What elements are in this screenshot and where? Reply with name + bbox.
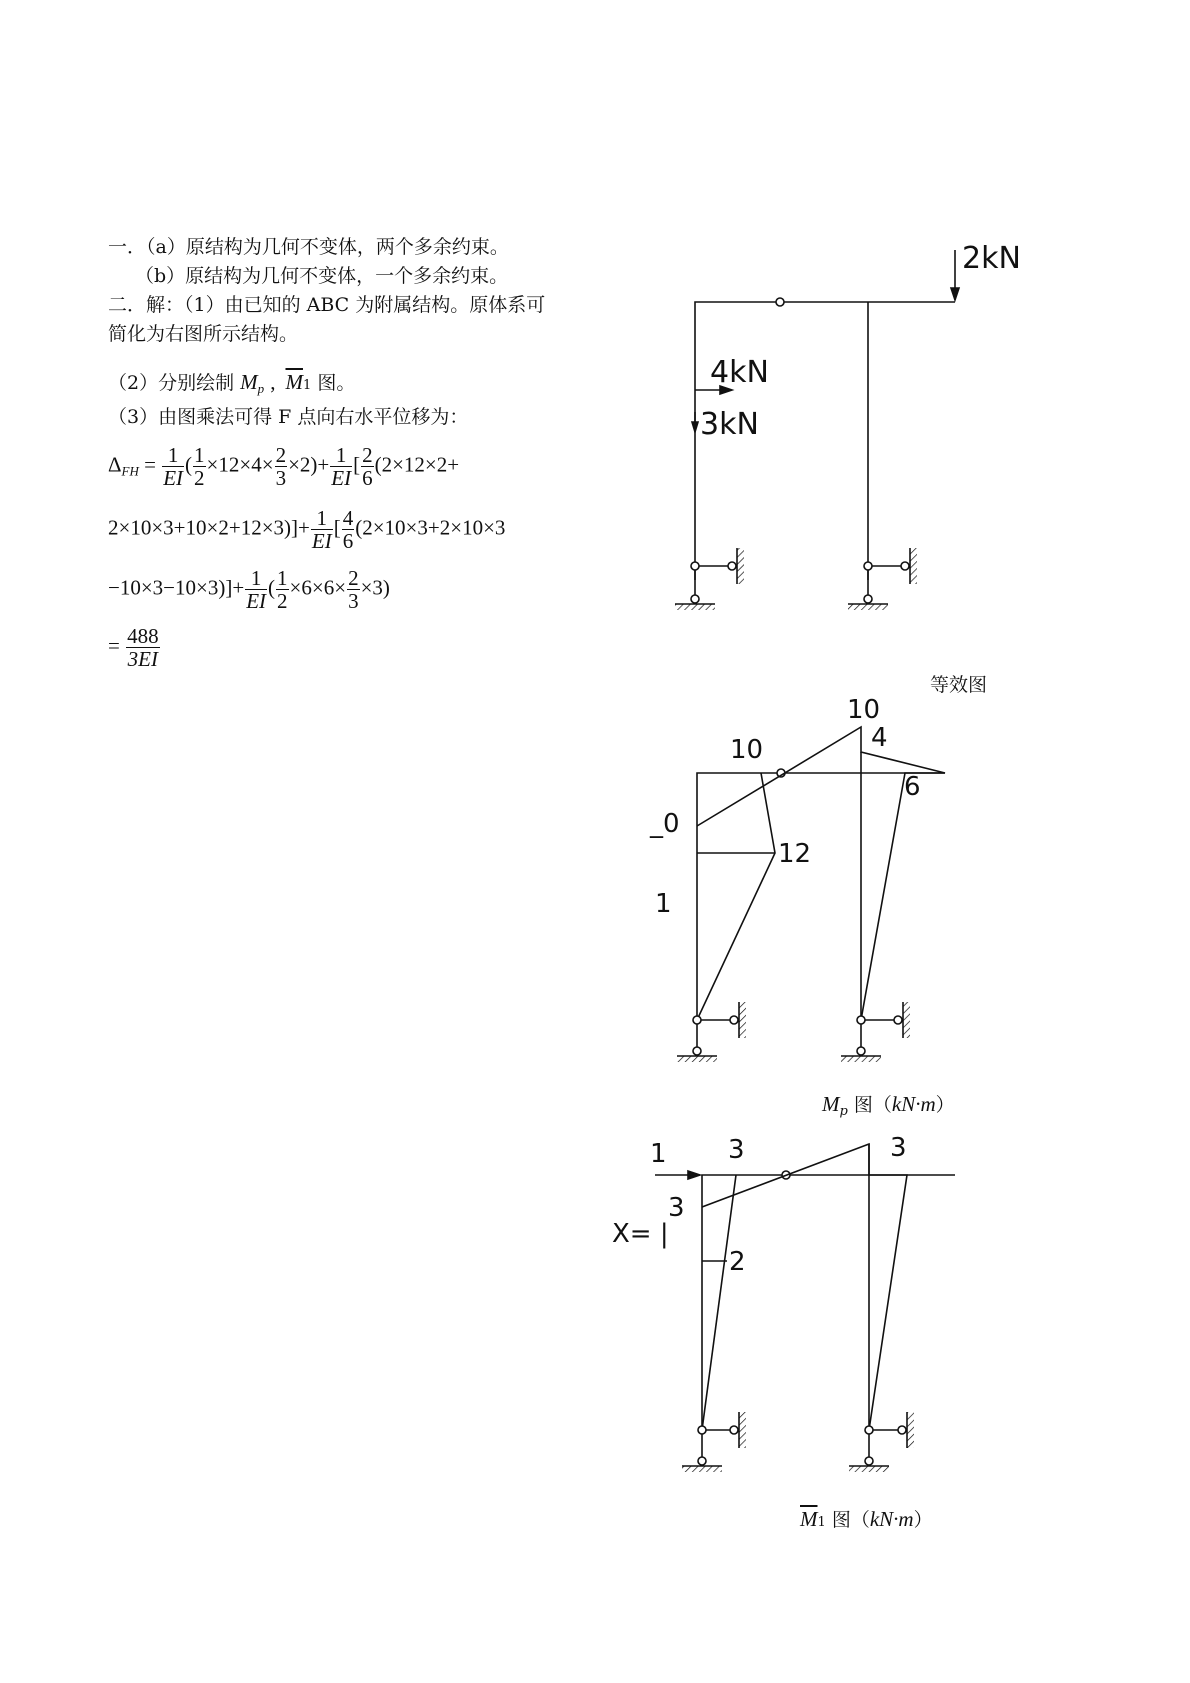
moment-line <box>702 1144 907 1430</box>
left-support <box>675 548 744 610</box>
caption-equivalent: 等效图 <box>930 674 988 696</box>
formula-text: −10×3−10×3)]+ <box>108 575 245 600</box>
line-1: 一．（a）原结构为几何不变体，两个多余约束。 <box>108 236 509 258</box>
mp-separator: , <box>270 370 276 394</box>
frac-1-ei: $\frac{1}{EI}$ <box>331 443 352 491</box>
m1-label: 3 <box>668 1193 685 1223</box>
hinge <box>776 298 784 306</box>
frame <box>697 773 945 1020</box>
mp-label: _0 <box>650 809 680 839</box>
load-label-4kn: 4kN <box>710 355 769 390</box>
frac-result: $\frac{488}{3EI}$ <box>127 624 159 672</box>
formula-text: ( <box>185 452 193 477</box>
arrow-head <box>688 1171 700 1179</box>
mp-label: 12 <box>778 839 812 869</box>
line-5-prefix: （2）分别绘制 <box>108 372 235 394</box>
left-support <box>677 1002 746 1062</box>
caption-m1: $\overline{M}1$ 图（kN·m） <box>800 1507 933 1531</box>
formula-text: ×12×4× <box>206 452 274 477</box>
frac-two-thirds: $\frac{2}{3}$ <box>348 566 359 614</box>
left-support <box>682 1412 746 1472</box>
right-support <box>848 548 917 610</box>
m1-label: 3 <box>728 1135 745 1165</box>
arrow-head <box>951 288 959 300</box>
arrow-head <box>692 422 698 432</box>
m1-label: X= | <box>612 1219 669 1249</box>
line-6: （3）由图乘法可得 F 点向右水平位移为： <box>108 406 469 428</box>
frac-1-ei: $\frac{1}{EI}$ <box>246 566 267 614</box>
frac-four-sixths: $\frac{4}{6}$ <box>342 506 354 554</box>
line-5-suffix: 图。 <box>317 372 356 394</box>
formula-text: (2×10×3+2×10×3 <box>355 515 506 540</box>
formula-text: ×3) <box>360 575 390 600</box>
frac-two-sixths: $\frac{2}{6}$ <box>362 443 373 491</box>
line-2: （b）原结构为几何不变体，一个多余约束。 <box>135 265 509 287</box>
frac-half: $\frac{1}{2}$ <box>194 443 205 491</box>
right-support <box>849 1412 914 1472</box>
formula-text: [ <box>353 452 361 477</box>
frac-1-ei: $\frac{1}{EI}$ <box>311 506 332 554</box>
frac-1-ei: $\frac{1}{EI}$ <box>163 443 184 491</box>
frac-half: $\frac{1}{2}$ <box>277 566 288 614</box>
formula-text: 2×10×3+10×2+12×3)]+ <box>108 515 310 540</box>
mp-label: 10 <box>847 695 881 725</box>
line-3: 二．解：（1）由已知的 ABC 为附属结构。原体系可 <box>108 294 546 316</box>
equals-sign: = <box>108 633 120 658</box>
mp-symbol: $M_p$ <box>240 370 265 396</box>
delta-symbol: Δ <box>108 452 122 477</box>
equals-sign: = <box>144 452 156 477</box>
mp-label: 4 <box>871 723 888 753</box>
formula-text: ( <box>268 575 276 600</box>
m1-label: 2 <box>729 1247 746 1277</box>
caption-mp: $M_p$ 图（kN·m） <box>822 1092 955 1119</box>
formula-text: [ <box>333 515 341 540</box>
formula-text: ×6×6× <box>289 575 347 600</box>
mp-label: 1 <box>655 889 672 919</box>
frame <box>702 1175 955 1430</box>
load-label-2kn: 2kN <box>962 241 1021 276</box>
line-4: 简化为右图所示结构。 <box>108 323 299 345</box>
mp-label: 10 <box>730 735 764 765</box>
delta-subscript: FH <box>121 463 139 479</box>
moment-line <box>697 727 945 1020</box>
frac-two-thirds: $\frac{2}{3}$ <box>275 443 287 491</box>
moment-line <box>697 773 775 1020</box>
right-support <box>841 1002 910 1062</box>
mp-label: 6 <box>904 772 921 802</box>
m1-label: 1 <box>650 1139 667 1169</box>
m1-label: 3 <box>890 1133 907 1163</box>
moment-line <box>702 1175 736 1430</box>
m1-subscript: 1 <box>302 378 312 393</box>
formula-text: (2×12×2+ <box>374 452 460 477</box>
load-label-3kn: 3kN <box>700 407 759 442</box>
formula-text: ×2)+ <box>288 452 330 477</box>
m1-diagram <box>655 1144 955 1472</box>
m1-symbol: $\overline{M}$ <box>285 370 303 394</box>
